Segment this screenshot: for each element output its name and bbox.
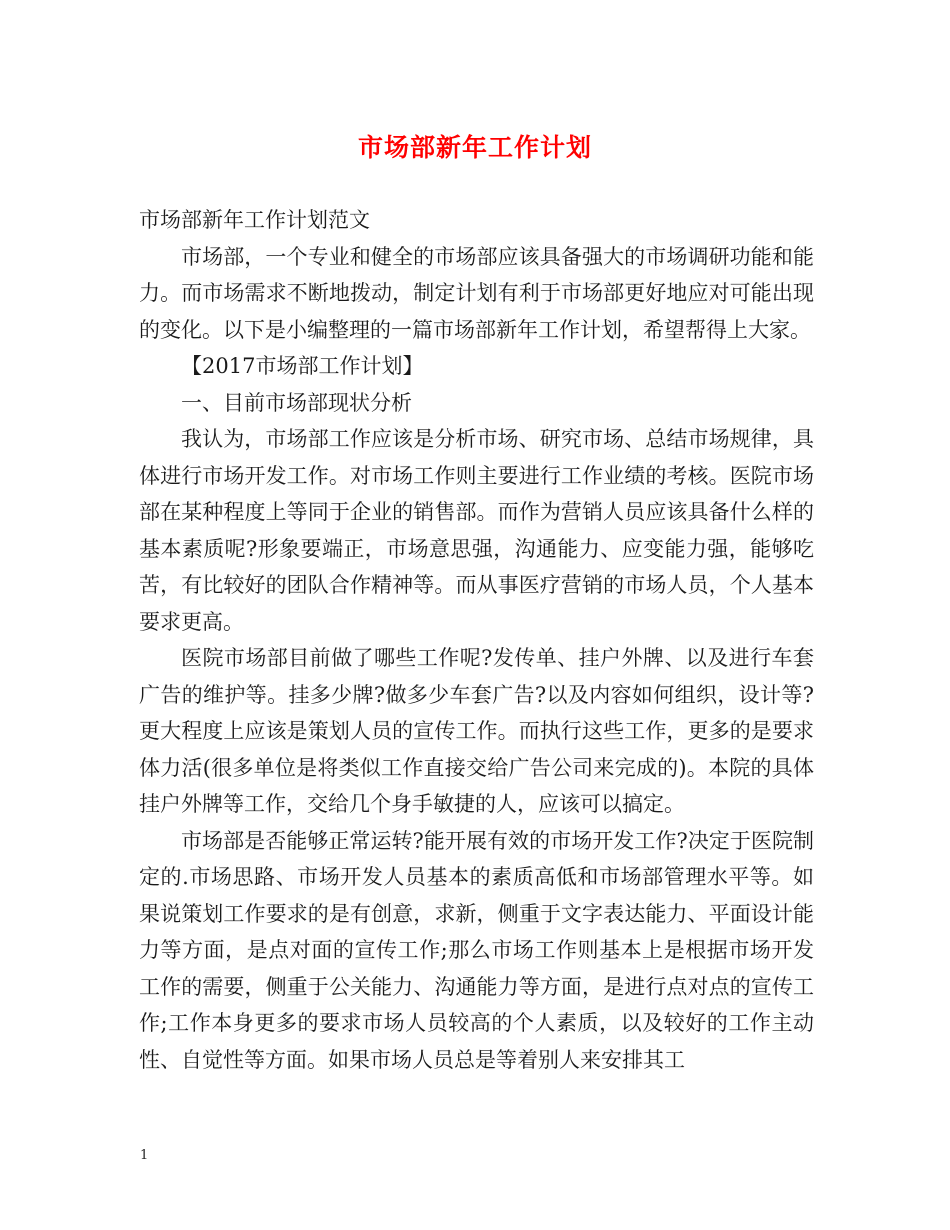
- section-heading-analysis: 一、目前市场部现状分析: [181, 390, 412, 415]
- section-heading-plan: 【2017市场部工作计划】: [181, 354, 424, 378]
- page-number: 1: [140, 1148, 149, 1163]
- paragraph-analysis-1: 我认为，市场部工作应该是分析市场、研究市场、总结市场规律，具体进行市场开发工作。对市场工作则主要进行工作业绩的考核。医院市场部在某种程度上等同于企业的销售部。而作为营销人员应该具备什么样的基本素质呢?形象要端正，市场意思强，沟通能力、应变能力强，能够吃苦，有比较好的团队合作精神等。而从事医疗营销的市场人员，个人基本要求更高。: [139, 427, 814, 634]
- document-body: [139, 202, 814, 1078]
- paragraph-intro: 市场部，一个专业和健全的市场部应该具备强大的市场调研功能和能力。而市场需求不断地拨动，制定计划有利于市场部更好地应对可能出现的变化。以下是小编整理的一篇市场部新年工作计划，希望帮得上大家。: [139, 244, 814, 342]
- document-title: 市场部新年工作计划: [357, 133, 592, 162]
- document-subtitle: 市场部新年工作计划范文: [139, 208, 370, 232]
- paragraph-analysis-2: 医院市场部目前做了哪些工作呢?发传单、挂户外牌、以及进行车套广告的维护等。挂多少牌?做多少车套广告?以及内容如何组织，设计等?更大程度上应该是策划人员的宣传工作。而执行这些工作，更多的是要求体力活(很多单位是将类似工作直接交给广告公司来完成的)。本院的具体挂户外牌等工作，交给几个身手敏捷的人，应该可以搞定。: [139, 646, 814, 816]
- paragraph-analysis-3: 市场部是否能够正常运转?能开展有效的市场开发工作?决定于医院制定的.市场思路、市场开发人员基本的素质高低和市场部管理水平等。如果说策划工作要求的是有创意，求新，侧重于文字表达能力、平面设计能力等方面，是点对面的宣传工作;那么市场工作则基本上是根据市场开发工作的需要，侧重于公关能力、沟通能力等方面，是进行点对点的宣传工作;工作本身更多的要求市场人员较高的个人素质，以及较好的工作主动性、自觉性等方面。如果市场人员总是等着别人来安排其工: [139, 828, 814, 1072]
